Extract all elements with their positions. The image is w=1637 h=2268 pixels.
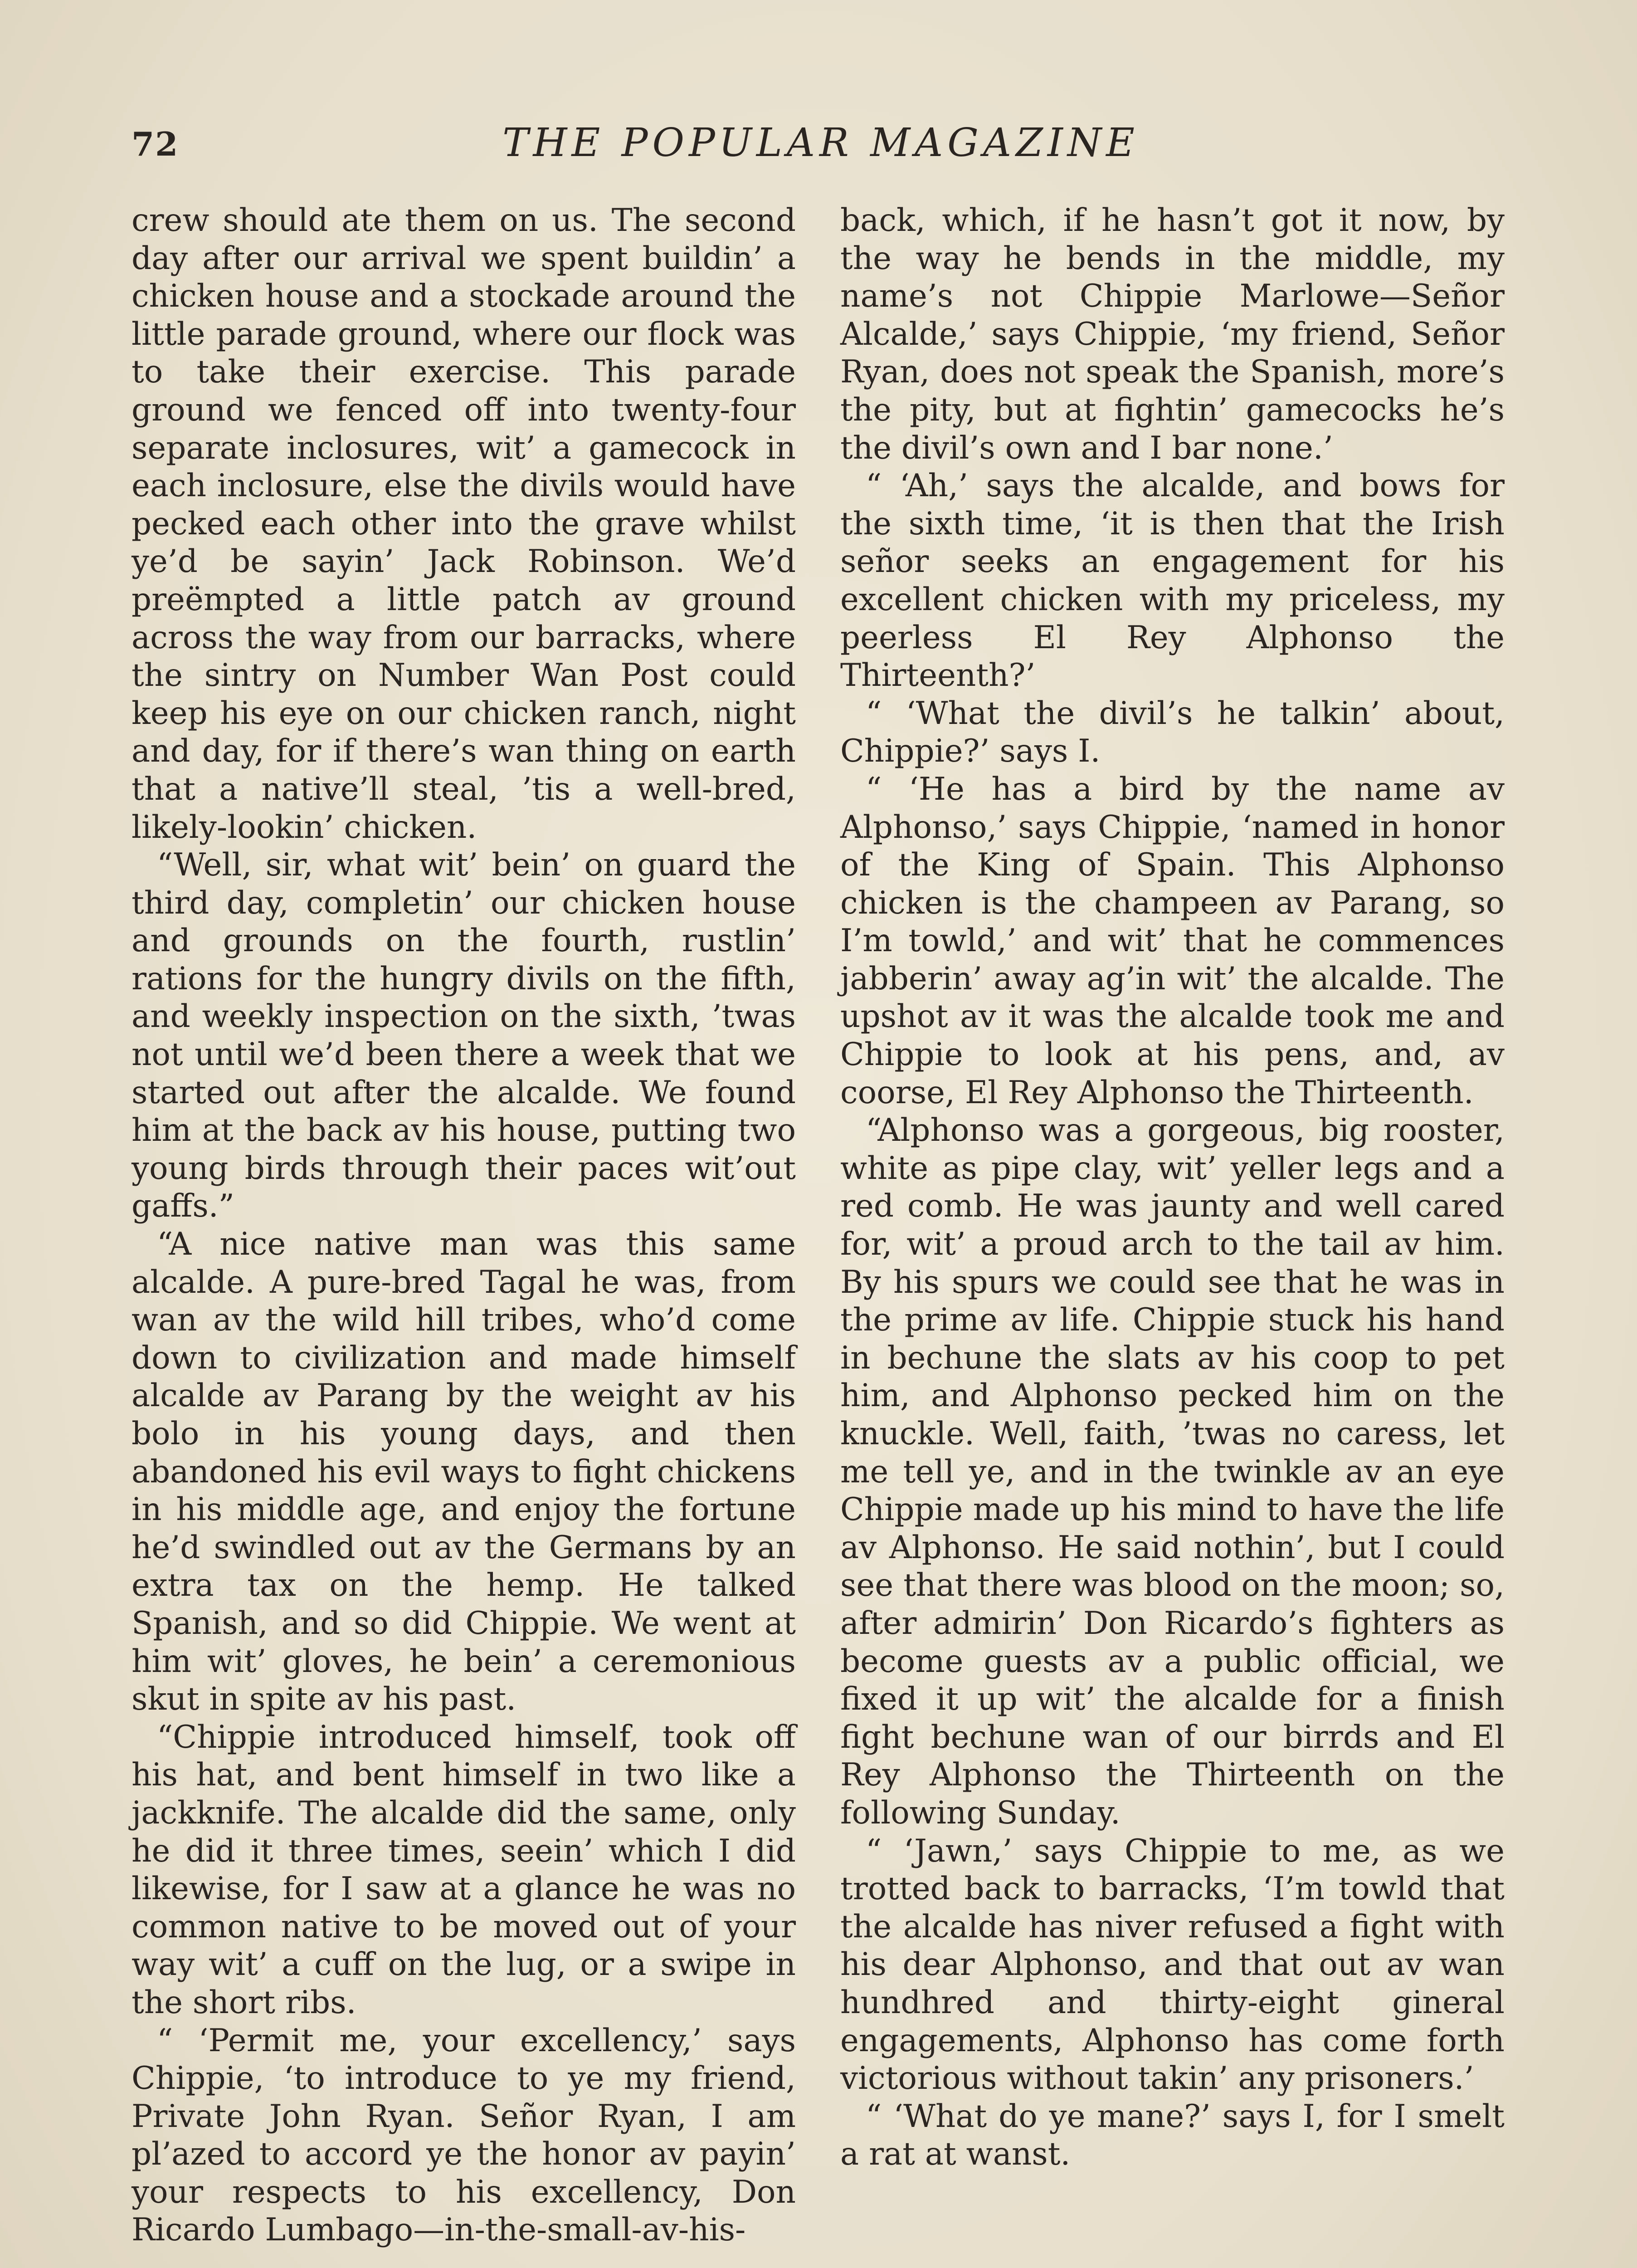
paragraph: “ ‘What do ye mane?’ says I, for I smelt a rat at wanst. (840, 2098, 1505, 2173)
paragraph: crew should ate them on us. The second day after our arrival we spent buildin’ a chicken house and a stockade around the little parade ground, where our flock was to take their exercise. This parade ground we fenced off into twenty-four separate inclosures, wit’ a gamecock in each inclosure, else the divils would have pecked each other into the grave whilst ye’d be sayin’ Jack Robinson. We’d preëmpted a little patch av ground across the way from our barracks, where the sintry on Number Wan Post could keep his eye on our chicken ranch, night and day, for if there’s wan thing on earth that a native’ll steal, ’tis a well-bred, likely-lookin’ chicken. (132, 202, 796, 846)
paragraph: “ ‘He has a bird by the name av Alphonso,’ says Chippie, ‘named in honor of the King of Spain. This Alphonso chicken is the champeen av Parang, so I’m towld,’ and wit’ that he commences jabberin’ away ag’in wit’ the alcalde. The upshot av it was the alcalde took me and Chippie to look at his pens, and, av coorse, El Rey Alphonso the Thirteenth. (840, 771, 1505, 1111)
paragraph: “A nice native man was this same alcalde. A pure-bred Tagal he was, from wan av the wild hill tribes, who’d come down to civilization and made himself alcalde av Parang by the weight av his bolo in his young days, and then abandoned his evil ways to fight chickens in his middle age, and enjoy the fortune he’d swindled out av the Germans by an extra tax on the hemp. He talked Spanish, and so did Chippie. We went at him wit’ gloves, he bein’ a ceremonious skut in spite av his past. (132, 1226, 796, 1718)
page-header (132, 120, 1510, 170)
paragraph: “Well, sir, what wit’ bein’ on guard the third day, completin’ our chicken house and grounds on the fourth, rustlin’ rations for the hungry divils on the fifth, and weekly inspection on the sixth, ’twas not until we’d been there a week that we started out after the alcalde. We found him at the back av his house, putting two young birds through their paces wit’out gaffs.” (132, 847, 796, 1225)
left-column (132, 202, 796, 2249)
running-title: THE POPULAR MAGAZINE (502, 120, 1139, 166)
paragraph: “ ‘Ah,’ says the alcalde, and bows for the sixth time, ‘it is then that the Irish señor seeks an engagement for his excellent chicken with my priceless, my peerless El Rey Alphonso the Thirteenth?’ (840, 468, 1505, 694)
page-number: 72 (132, 125, 179, 163)
right-column (840, 202, 1505, 2174)
paragraph: “ ‘Permit me, your excellency,’ says Chippie, ‘to introduce to ye my friend, Private John Ryan. Señor Ryan, I am pl’azed to accord ye the honor av payin’ your respects to his excellency, Don Ricardo Lumbago—in-the-small-av-his- (132, 2022, 796, 2248)
paragraph: “ ‘Jawn,’ says Chippie to me, as we trotted back to barracks, ‘I’m towld that the alcalde has niver refused a fight with his dear Alphonso, and that out av wan hundhred and thirty-eight gineral engagements, Alphonso has come forth victorious without takin’ any prisoners.’ (840, 1833, 1505, 2097)
paragraph: “Chippie introduced himself, took off his hat, and bent himself in two like a jackknife. The alcalde did the same, only he did it three times, seein’ which I did likewise, for I saw at a glance he was no common native to be moved out of your way wit’ a cuff on the lug, or a swipe in the short ribs. (132, 1719, 796, 2021)
paragraph: “Alphonso was a gorgeous, big rooster, white as pipe clay, wit’ yeller legs and a red comb. He was jaunty and well cared for, wit’ a proud arch to the tail av him. By his spurs we could see that he was in the prime av life. Chippie stuck his hand in bechune the slats av his coop to pet him, and Alphonso pecked him on the knuckle. Well, faith, ’twas no caress, let me tell ye, and in the twinkle av an eye Chippie made up his mind to have the life av Alphonso. He said nothin’, but I could see that there was blood on the moon; so, after admirin’ Don Ricardo’s fighters as become guests av a public official, we fixed it up wit’ the alcalde for a finish fight bechune wan of our birrds and El Rey Alphonso the Thirteenth on the following Sunday. (840, 1112, 1505, 1831)
paragraph: “ ‘What the divil’s he talkin’ about, Chippie?’ says I. (840, 695, 1505, 770)
paragraph: back, which, if he hasn’t got it now, by the way he bends in the middle, my name’s not Chippie Marlowe—Señor Alcalde,’ says Chippie, ‘my friend, Señor Ryan, does not speak the Spanish, more’s the pity, but at fightin’ gamecocks he’s the divil’s own and I bar none.’ (840, 202, 1505, 466)
